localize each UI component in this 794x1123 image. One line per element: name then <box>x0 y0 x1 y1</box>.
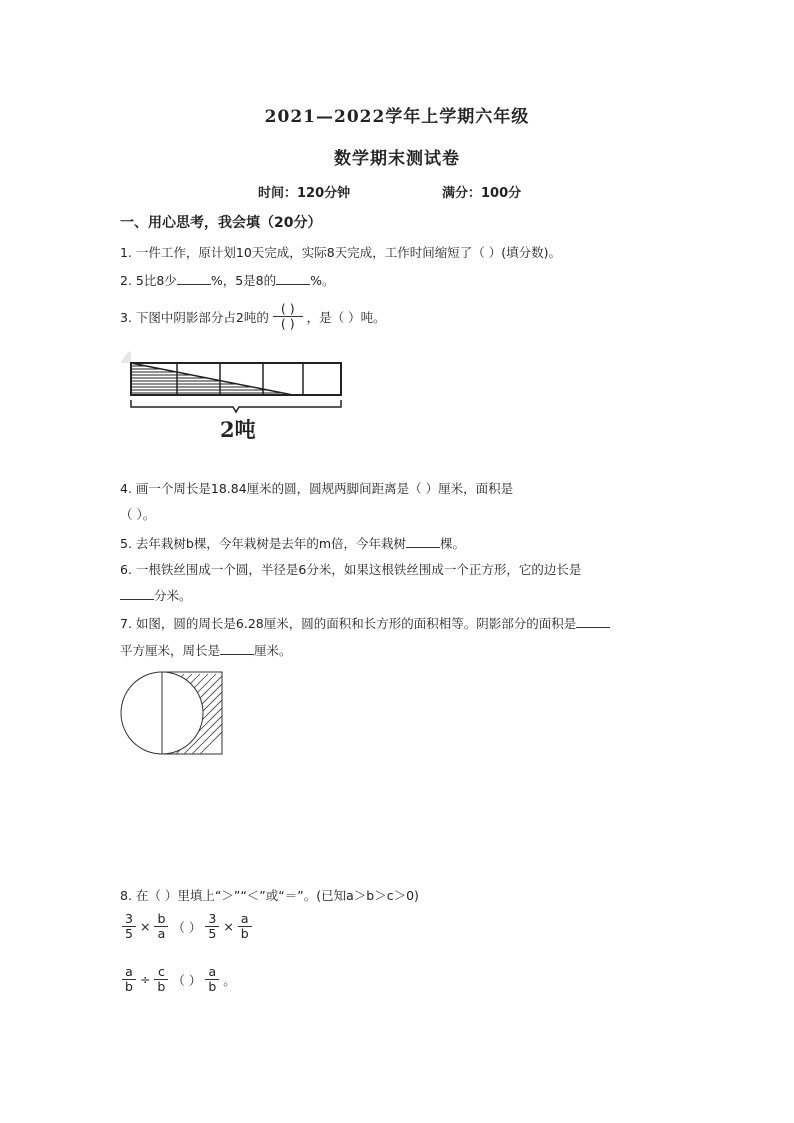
bar-label: 2吨 <box>220 417 256 442</box>
operator: × <box>139 919 151 934</box>
exam-title-line2: 数学期末测试卷 <box>334 149 460 169</box>
question-7-line2 <box>120 641 292 659</box>
question-4-line2: （ ）。 <box>120 507 156 522</box>
fraction-denominator: 5 <box>208 926 217 941</box>
q7-text-c: 厘米。 <box>254 643 292 658</box>
exam-time: 时间：120分钟 <box>258 186 351 201</box>
q3-text-b: ，是（ ）吨。 <box>306 309 386 325</box>
fraction <box>154 965 168 994</box>
answer-blank <box>276 273 310 285</box>
question-2 <box>120 271 335 289</box>
brace <box>131 400 341 412</box>
q5-text-a: 5. 去年栽树b棵，今年栽树是去年的m倍，今年栽树 <box>120 536 407 551</box>
fraction-denominator: a <box>157 926 166 941</box>
answer-blank <box>220 643 254 655</box>
fraction <box>238 912 252 941</box>
fraction-denominator: 5 <box>125 926 133 941</box>
question-3 <box>120 302 386 331</box>
question-6-line1: 6. 一根铁丝围成一个圆，半径是6分米，如果这根铁丝围成一个正方形，它的边长是 <box>120 562 582 577</box>
q3-bar-figure <box>115 345 350 445</box>
answer-blank <box>406 536 440 548</box>
fraction <box>205 912 219 941</box>
answer-parentheses: （ ） <box>172 972 202 988</box>
fraction <box>154 912 168 941</box>
answer-blank <box>177 273 211 285</box>
q7-text-b: 平方厘米，周长是 <box>120 643 221 658</box>
q3-fraction <box>273 302 303 331</box>
q5-text-b: 棵。 <box>440 536 466 551</box>
fraction <box>122 912 136 941</box>
question-5 <box>120 534 465 552</box>
q3-text-a: 3. 下图中阴影部分占2吨的 <box>120 309 269 325</box>
answer-blank <box>120 588 154 600</box>
fraction-numerator: ( ) <box>273 302 303 317</box>
fraction-numerator: a <box>122 965 136 980</box>
fraction-numerator: 3 <box>122 912 136 927</box>
q2-text-b: %，5是8的 <box>210 273 277 288</box>
period: 。 <box>223 972 236 988</box>
fraction-denominator: b <box>240 926 249 941</box>
question-4-line1: 4. 画一个周长是18.84厘米的圆，圆规两脚间距离是（ ）厘米，面积是 <box>120 481 514 496</box>
question-6-line2 <box>120 586 192 604</box>
q7-text-a: 7. 如图，圆的周长是6.28厘米，圆的面积和长方形的面积相等。阴影部分的面积是 <box>120 616 577 631</box>
q6-text-b: 分米。 <box>154 588 192 603</box>
fraction <box>122 965 136 994</box>
fraction-denominator: b <box>208 979 217 994</box>
question-7-line1 <box>120 614 610 632</box>
q8-row-2 <box>120 965 236 994</box>
q7-circle-figure <box>118 668 228 760</box>
q2-text-c: %。 <box>310 273 335 288</box>
fraction-denominator: b <box>157 979 166 994</box>
operator: × <box>223 919 234 934</box>
q8-row-1 <box>120 912 254 941</box>
fraction-numerator: c <box>154 965 168 980</box>
fraction-numerator: b <box>154 912 168 927</box>
exam-score: 满分：100分 <box>442 186 522 201</box>
exam-title-line1: 2021—2022学年上学期六年级 <box>264 107 530 127</box>
fraction-denominator: ( ) <box>280 316 295 331</box>
fraction <box>205 965 219 994</box>
scan-shadow <box>121 351 131 363</box>
answer-parentheses: （ ） <box>172 919 202 935</box>
question-1: 1. 一件工作，原计划10天完成，实际8天完成，工作时间缩短了（ ）(填分数)。 <box>120 245 561 260</box>
answer-blank <box>576 616 610 628</box>
rectangle <box>162 672 222 754</box>
section-heading: 一、用心思考，我会填（20分） <box>120 215 322 231</box>
question-8: 8. 在（ ）里填上“＞”“＜”或“＝”。(已知a＞b＞c＞0) <box>120 888 419 903</box>
q2-text-a: 2. 5比8少 <box>120 273 177 288</box>
fraction-numerator: 3 <box>205 912 219 927</box>
hatched-area <box>118 674 228 760</box>
shaded-area <box>131 366 341 393</box>
operator: ÷ <box>139 972 151 987</box>
fraction-numerator: a <box>238 912 252 927</box>
fraction-numerator: a <box>205 965 219 980</box>
fraction-denominator: b <box>125 979 133 994</box>
